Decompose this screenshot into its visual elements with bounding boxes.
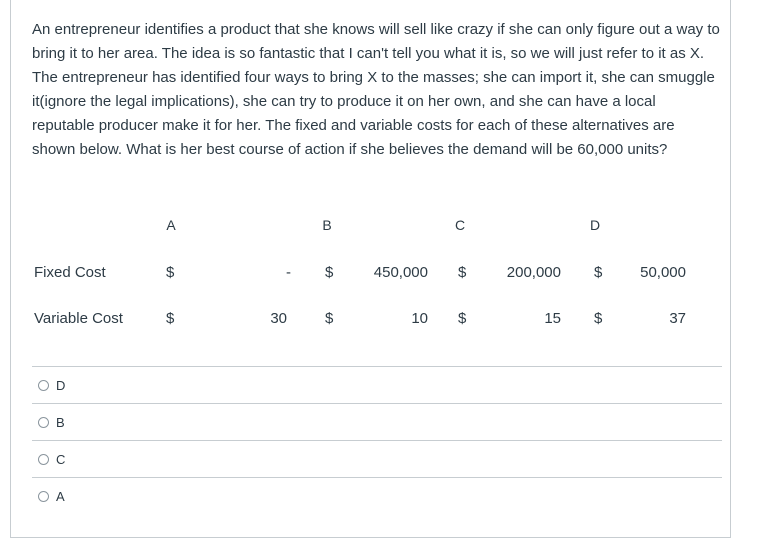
fixed-cost-c-value: 200,000 bbox=[506, 264, 561, 281]
fixed-cost-b-value: 450,000 bbox=[373, 264, 428, 281]
row-label-variable-cost: Variable Cost bbox=[34, 310, 123, 327]
fixed-cost-a-value: - bbox=[286, 264, 291, 281]
fixed-cost-a-currency: $ bbox=[166, 264, 175, 281]
column-header-b: B bbox=[322, 217, 332, 233]
radio-button[interactable] bbox=[38, 380, 49, 391]
variable-cost-d-currency: $ bbox=[594, 310, 603, 327]
column-header-d: D bbox=[589, 217, 601, 233]
fixed-cost-c-currency: $ bbox=[458, 264, 467, 281]
radio-button[interactable] bbox=[38, 417, 49, 428]
radio-button[interactable] bbox=[38, 454, 49, 465]
question-card bbox=[10, 0, 731, 538]
variable-cost-c-currency: $ bbox=[458, 310, 467, 327]
radio-button[interactable] bbox=[38, 491, 49, 502]
answer-label: B bbox=[56, 414, 65, 430]
row-label-fixed-cost: Fixed Cost bbox=[34, 264, 106, 281]
answer-list bbox=[32, 366, 722, 514]
answer-label: D bbox=[56, 377, 66, 393]
question-text: An entrepreneur identifies a product that she knows will sell like crazy if she can only figure out a way to bring it to her area. The idea is so fantastic that I can't tell you what it is, so we will just refer to it as X. The entrepreneur has identified four ways to bring X to the masses; she can import it, she can smuggle it(ignore the legal implications), she can try to produce it on her own, and she can have a local reputable producer make it for her. The fixed and variable costs for each of these alternatives are shown below. What is her best course of action if she believes the demand will be 60,000 units? bbox=[32, 21, 720, 158]
variable-cost-a-value: 30 bbox=[270, 310, 287, 327]
fixed-cost-d-currency: $ bbox=[594, 264, 603, 281]
fixed-cost-d-value: 50,000 bbox=[640, 264, 686, 281]
variable-cost-a-currency: $ bbox=[166, 310, 175, 327]
answer-option-b[interactable] bbox=[32, 403, 722, 440]
variable-cost-c-value: 15 bbox=[544, 310, 561, 327]
answer-option-c[interactable] bbox=[32, 440, 722, 477]
column-header-c: C bbox=[454, 217, 466, 233]
cost-table bbox=[11, 0, 732, 340]
answer-label: A bbox=[56, 488, 65, 504]
variable-cost-b-value: 10 bbox=[411, 310, 428, 327]
answer-label: C bbox=[56, 451, 66, 467]
column-header-a: A bbox=[166, 217, 176, 233]
variable-cost-d-value: 37 bbox=[669, 310, 686, 327]
answer-option-a[interactable] bbox=[32, 477, 722, 514]
fixed-cost-b-currency: $ bbox=[325, 264, 334, 281]
variable-cost-b-currency: $ bbox=[325, 310, 334, 327]
answer-option-d[interactable] bbox=[32, 366, 722, 403]
